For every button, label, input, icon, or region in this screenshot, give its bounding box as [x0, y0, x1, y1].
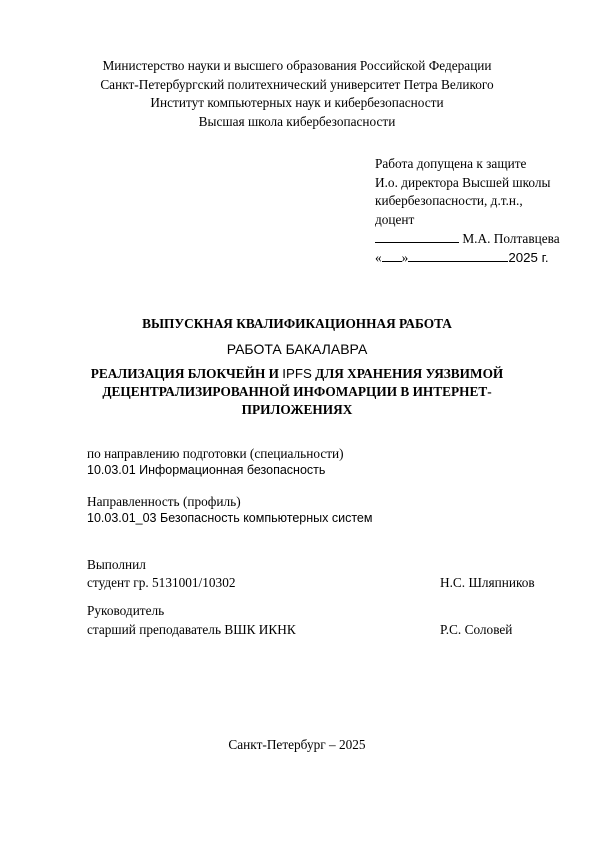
date-close-quote: » [401, 250, 409, 265]
topic-line-3: ПРИЛОЖЕНИЯХ [241, 402, 353, 417]
director-name: М.А. Полтавцева [462, 231, 560, 246]
author-name: Н.С. Шляпников [440, 575, 535, 590]
date-open-quote: « [375, 250, 382, 265]
profile-label: Направленность (профиль) [87, 494, 241, 509]
topic-ipfs: IPFS [282, 366, 312, 381]
supervisor-label: Руководитель [87, 603, 165, 618]
city-year-footer: Санкт-Петербург – 2025 [228, 737, 366, 752]
author-label: Выполнил [87, 557, 146, 572]
day-blank [382, 249, 402, 262]
institute-line: Институт компьютерных наук и кибербезопасности [150, 95, 444, 110]
approval-line-2: И.о. директора Высшей школы [375, 175, 551, 190]
profile-value: 10.03.01_03 Безопасность компьютерных систем [87, 511, 373, 525]
university-line: Санкт-Петербургский политехнический университет Петра Великого [100, 77, 494, 92]
topic-part-1: РЕАЛИЗАЦИЯ БЛОКЧЕЙН И [90, 366, 283, 381]
director-signature-line [375, 230, 560, 247]
approval-line-4: доцент [375, 212, 415, 227]
approval-line-3: кибербезопасности, д.т.н., [375, 193, 523, 208]
supervisor-position: старший преподаватель ВШК ИКНК [87, 622, 296, 637]
school-line: Высшая школа кибербезопасности [198, 114, 396, 129]
specialty-value: 10.03.01 Информационная безопасность [87, 463, 326, 477]
work-type-title: ВЫПУСКНАЯ КВАЛИФИКАЦИОННАЯ РАБОТА [142, 316, 452, 331]
approval-date-line [375, 249, 549, 266]
topic-line-1 [0, 366, 594, 382]
degree-title: РАБОТА БАКАЛАВРА [226, 341, 368, 357]
approval-year: 2025 г. [508, 250, 549, 265]
topic-line-2: ДЕЦЕНТРАЛИЗИРОВАННОЙ ИНФОМАРЦИИ В ИНТЕРНЕТ- [102, 384, 492, 399]
author-group: студент гр. 5131001/10302 [87, 575, 236, 590]
month-blank [408, 249, 508, 262]
topic-part-2: ДЛЯ ХРАНЕНИЯ УЯЗВИМОЙ [311, 366, 504, 381]
specialty-label: по направлению подготовки (специальности) [87, 446, 344, 461]
ministry-line: Министерство науки и высшего образования Российской Федерации [102, 58, 492, 73]
signature-blank [375, 230, 459, 243]
supervisor-name: Р.С. Соловей [440, 622, 513, 637]
approval-line-1: Работа допущена к защите [375, 156, 527, 171]
